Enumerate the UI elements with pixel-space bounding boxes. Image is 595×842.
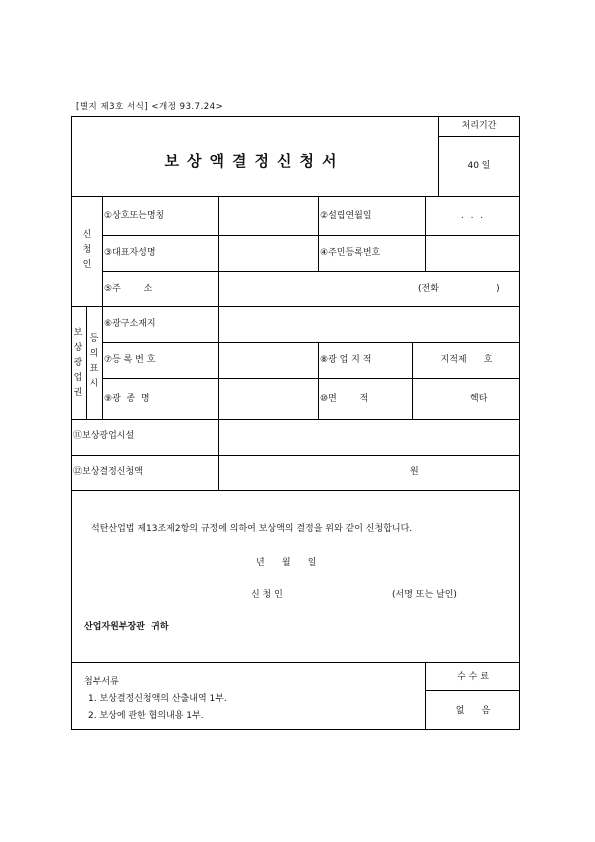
representative-name-value[interactable] xyxy=(219,236,317,270)
application-statement: 석탄산업법 제13조제2항의 규정에 의하여 보상액의 결정을 위와 같이 신청합니다. xyxy=(91,524,413,534)
address-phone[interactable]: (전화 ) xyxy=(418,284,500,294)
rule-row11 xyxy=(71,455,520,456)
signature-note[interactable]: (서명 또는 날인) xyxy=(392,590,457,600)
attachment-item-2: 2. 보상에 관한 협의내용 1부. xyxy=(88,711,204,721)
rule-fee-header xyxy=(425,690,520,691)
fee-value: 없 음 xyxy=(455,706,491,716)
requested-amount-label: ⑫보상결정신청액 xyxy=(73,467,143,477)
rule-row2 xyxy=(102,271,520,272)
recipient: 산업자원부장관 귀하 xyxy=(84,622,169,632)
resident-number-value[interactable] xyxy=(426,236,519,270)
establishment-date-label: ②설립연월일 xyxy=(320,211,372,221)
rule-col-label2-bottom xyxy=(318,342,319,419)
mining-cadastre-label: ⑧광 업 지 적 xyxy=(320,355,372,365)
compensation-facility-label: ⑪보상광업시설 xyxy=(73,431,135,441)
rule-row7 xyxy=(102,378,520,379)
processing-period-label: 처리기간 xyxy=(461,121,497,131)
mineral-type-label: ⑨광 종 명 xyxy=(104,394,150,404)
establishment-date-value[interactable]: . . . xyxy=(460,211,486,221)
fee-label: 수 수 료 xyxy=(457,672,489,682)
address-label: ⑤주 소 xyxy=(104,284,153,294)
company-name-label: ①상호또는명칭 xyxy=(104,211,165,221)
registration-number-label: ⑦등 록 번 호 xyxy=(104,355,156,365)
rule-col-value2-bottom xyxy=(412,342,413,419)
rule-mine-subgroup xyxy=(86,306,87,419)
rule-statement-bottom xyxy=(71,662,520,663)
form-number-note: [별지 제3호 서식] <개정 93.7.24> xyxy=(76,102,224,112)
mine-location-value[interactable] xyxy=(219,307,519,341)
representative-name-label: ③대표자성명 xyxy=(104,248,156,258)
attachment-item-1: 1. 보상결정신청액의 산출내역 1부. xyxy=(88,694,227,704)
form-title: 보상액결정신청서 xyxy=(164,152,345,170)
resident-number-label: ④주민등록번호 xyxy=(320,248,381,258)
company-name-value[interactable] xyxy=(219,197,317,234)
rule-row6 xyxy=(102,342,520,343)
mine-subgroup-label: 등 의 표 시 xyxy=(89,334,99,389)
mining-cadastre-value[interactable]: 지적제 호 xyxy=(440,355,493,365)
rule-row12 xyxy=(71,490,520,491)
area-unit: 헥타 xyxy=(470,394,488,404)
rule-processing-header xyxy=(438,136,520,137)
applicant-group-label: 신 청 인 xyxy=(82,230,92,270)
requested-amount-unit[interactable]: 원 xyxy=(410,467,419,477)
mine-location-label: ⑥광구소재지 xyxy=(104,319,156,329)
processing-period-value: 40 일 xyxy=(467,161,491,171)
rule-group-col xyxy=(102,196,103,419)
application-date[interactable]: 년 월 일 xyxy=(256,558,317,568)
attachments-title: 첨부서류 xyxy=(84,677,119,687)
area-label: ⑩면 적 xyxy=(320,394,369,404)
signer-label: 신 청 인 xyxy=(251,590,283,600)
compensation-facility-value[interactable] xyxy=(219,420,519,454)
mine-group-label: 보 상 광 업 권 xyxy=(73,328,83,398)
rule-col-label2-top xyxy=(318,196,319,271)
